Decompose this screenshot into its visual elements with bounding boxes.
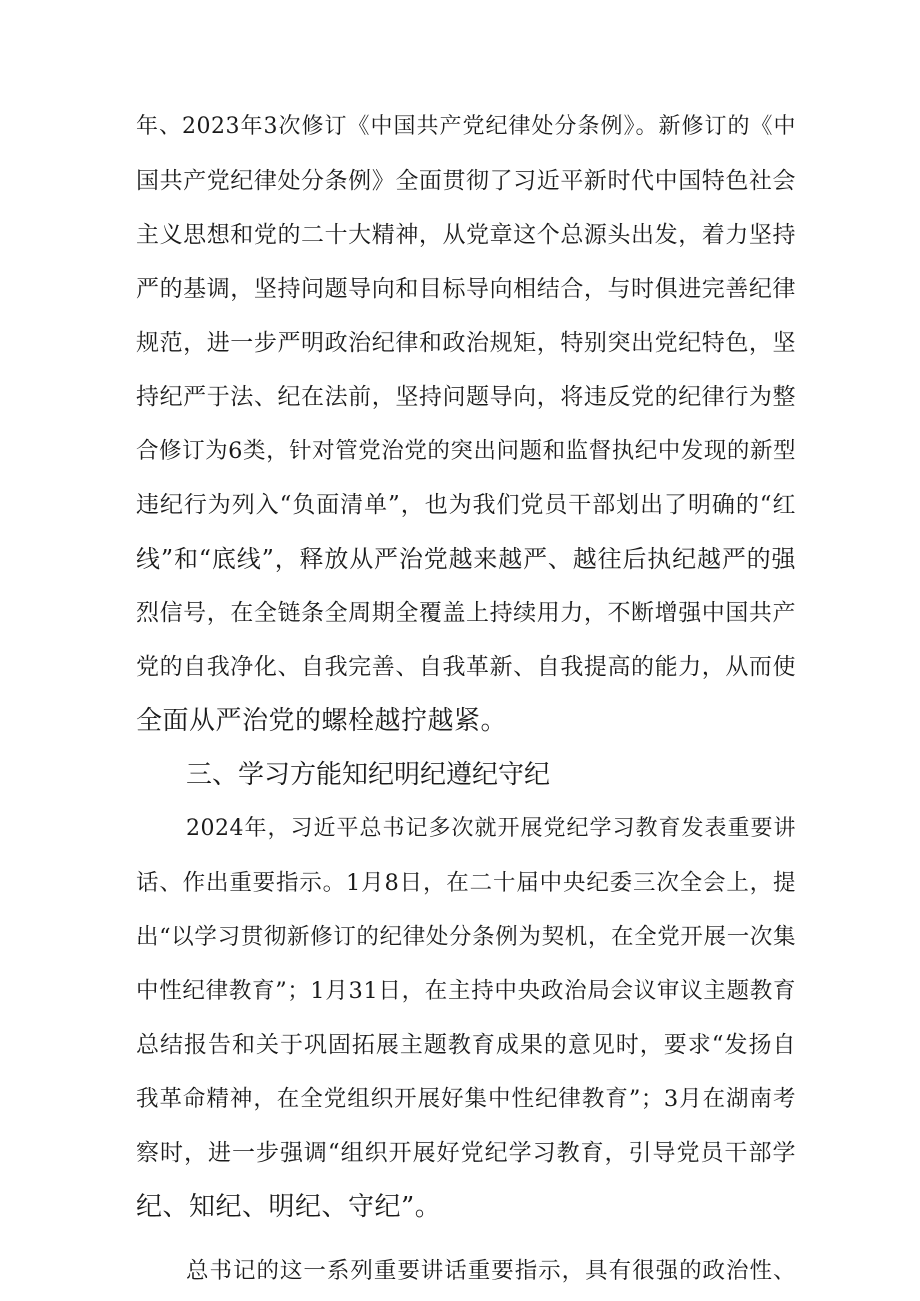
- text-line: 持纪严于法、纪在法前，坚持问题导向，将违反党的纪律行为整: [136, 384, 796, 410]
- text-line: 纪、知纪、明纪、守纪”。: [136, 1192, 442, 1222]
- text-line: 话、作出重要指示。1月8日，在二十届中央纪委三次全会上，提: [136, 870, 796, 896]
- text-line: 全面从严治党的螺栓越拧越紧。: [136, 706, 508, 736]
- text-line: 规范，进一步严明政治纪律和政治规矩，特别突出党纪特色，坚: [136, 330, 796, 356]
- text-line: 线”和“底线”，释放从严治党越来越严、越往后执纪越严的强: [136, 545, 796, 573]
- text-line: 主义思想和党的二十大精神，从党章这个总源头出发，着力坚持: [136, 222, 796, 248]
- text-line: 党的自我净化、自我完善、自我革新、自我提高的能力，从而使: [136, 654, 796, 680]
- text-line: 年、2023年3次修订《中国共产党纪律处分条例》。新修订的《中: [136, 114, 796, 139]
- text-line: 国共产党纪律处分条例》全面贯彻了习近平新时代中国特色社会: [136, 168, 796, 194]
- text-line: 我革命精神，在全党组织开展好集中性纪律教育”；3月在湖南考: [136, 1086, 796, 1112]
- text-line: 总结报告和关于巩固拓展主题教育成果的意见时，要求“发扬自: [136, 1032, 796, 1058]
- text-line: 中性纪律教育”；1月31日，在主持中央政治局会议审议主题教育: [136, 978, 796, 1004]
- text-line: 严的基调，坚持问题导向和目标导向相结合，与时俱进完善纪律: [136, 276, 796, 302]
- text-line: 出“以学习贯彻新修订的纪律处分条例为契机，在全党开展一次集: [136, 924, 796, 950]
- text-line: 2024年，习近平总书记多次就开展党纪学习教育发表重要讲: [186, 816, 796, 841]
- text-line: 合修订为6类，针对管党治党的突出问题和监督执纪中发现的新型: [136, 438, 796, 464]
- text-line: 察时，进一步强调“组织开展好党纪学习教育，引导党员干部学: [136, 1140, 796, 1166]
- text-line: 违纪行为列入“负面清单”，也为我们党员干部划出了明确的“红: [136, 492, 796, 518]
- text-line: 烈信号，在全链条全周期全覆盖上持续用力，不断增强中国共产: [136, 600, 796, 626]
- text-line: 总书记的这一系列重要讲话重要指示，具有很强的政治性、: [186, 1258, 796, 1284]
- section-heading: 三、学习方能知纪明纪遵纪守纪: [186, 760, 551, 790]
